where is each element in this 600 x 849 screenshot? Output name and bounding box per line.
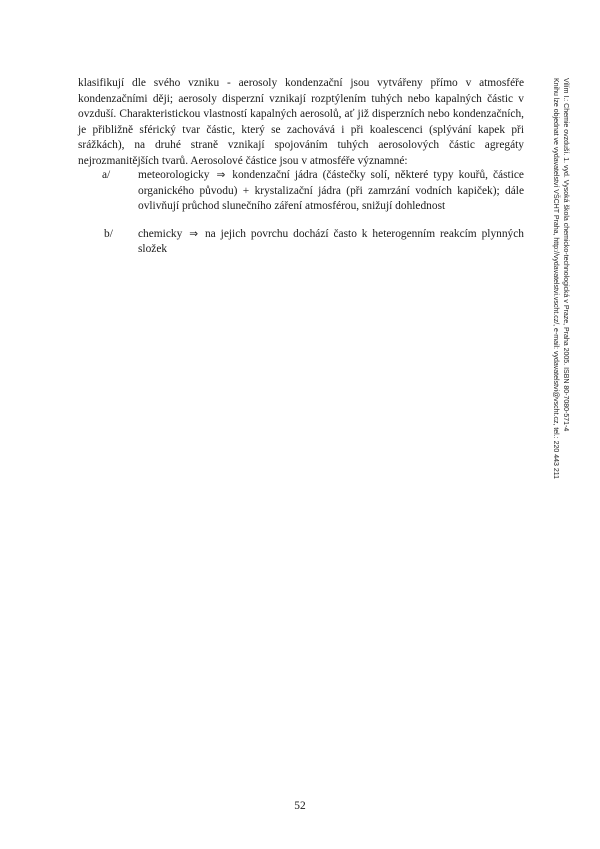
list-marker: a/	[102, 169, 111, 181]
list-text: na jejich povrchu dochází často k heterogenním reakcím plynných složek	[138, 227, 524, 256]
implies-arrow-icon: ⇒	[189, 227, 199, 240]
citation-side-note	[550, 78, 570, 538]
list-item-meteorological	[78, 168, 524, 215]
significance-list	[78, 168, 524, 270]
list-marker: b/	[104, 227, 113, 240]
list-text: kondenzační jádra (částečky solí, některé typy kouřů, částice organického původu) + krystalizační jádra (při zamrzání vodních kapiček); dále ovlivňují průchod slunečního záření atmosférou, snižují dohlednost	[138, 169, 524, 213]
implies-arrow-icon: ⇒	[216, 169, 226, 181]
citation-line-2: Knihu lze objednat ve vydavatelství VŠCHT Praha, http://vydavatelstvi.vscht.cz/, e-mail: vydavatelstvi@vscht.cz, tel.: 220 443 211	[552, 78, 559, 479]
page-number: 52	[294, 800, 306, 812]
body-paragraph-container	[78, 76, 524, 170]
citation-line-1: Vilím I.: Chemie ovzduší. 1. vyd. Vysoká škola chemicko-technologická v Praze, Praha 2005. ISBN 80-7080-571-4	[562, 78, 569, 432]
list-term: chemicky	[138, 227, 183, 240]
list-item-chemical	[78, 227, 524, 258]
body-paragraph: klasifikují dle svého vzniku - aerosoly kondenzační jsou vytvářeny přímo v atmosféře kondenzačními ději; aerosoly disperzní vznikají rozptýlením tuhých nebo kapalných částic v ovzduší. Charakteristickou vlastností kapalných aerosolů, ať již disperzních nebo kondenzačních, je přibližně sférický tvar částic, který se zachovává i při koalescenci (splývání kapek při srážkách), na druhé straně vznikají spojováním tuhých aerosolových částic agregáty nejrozmanitějších tvarů. Aerosolové částice jsou v atmosféře významné:	[78, 77, 524, 167]
list-term: meteorologicky	[138, 169, 210, 181]
